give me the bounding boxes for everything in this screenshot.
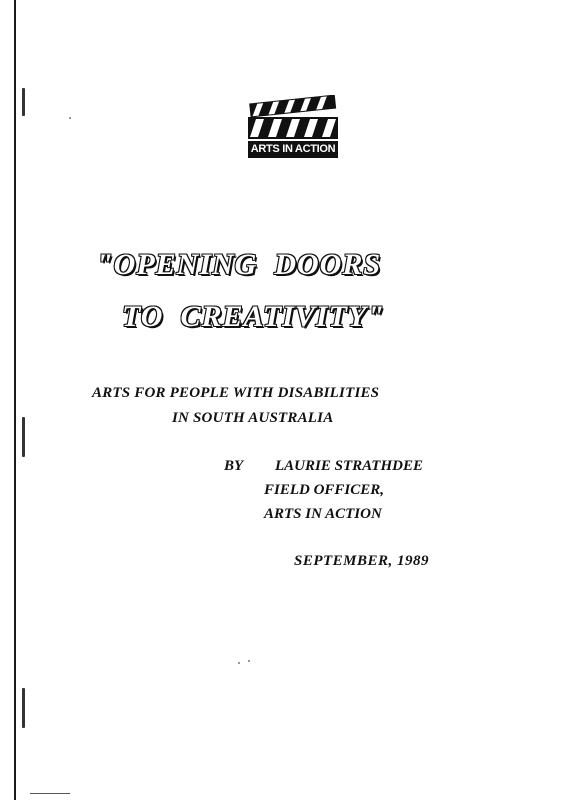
author-organization: ARTS IN ACTION [264, 506, 382, 522]
subtitle-line-1: ARTS FOR PEOPLE WITH DISABILITIES [92, 385, 380, 401]
staple-mark [22, 688, 25, 728]
author-name: LAURIE STRATHDEE [275, 458, 423, 474]
scan-mark [30, 793, 70, 794]
publication-date: SEPTEMBER, 1989 [294, 553, 430, 569]
staple-mark [22, 88, 25, 116]
staple-mark [22, 417, 25, 457]
binding-edge [14, 0, 16, 800]
author-role: FIELD OFFICER, [264, 482, 385, 498]
subtitle-line-2: IN SOUTH AUSTRALIA [172, 410, 334, 426]
title-line-1: "OPENING DOORS [96, 248, 382, 281]
scan-speck [238, 662, 240, 664]
arts-in-action-logo [244, 95, 342, 161]
scan-speck [248, 660, 250, 662]
title-line-2: TO CREATIVITY" [122, 300, 385, 333]
scan-speck [69, 117, 71, 119]
by-label: BY [224, 458, 244, 474]
logo-text: ARTS IN ACTION [250, 143, 336, 155]
